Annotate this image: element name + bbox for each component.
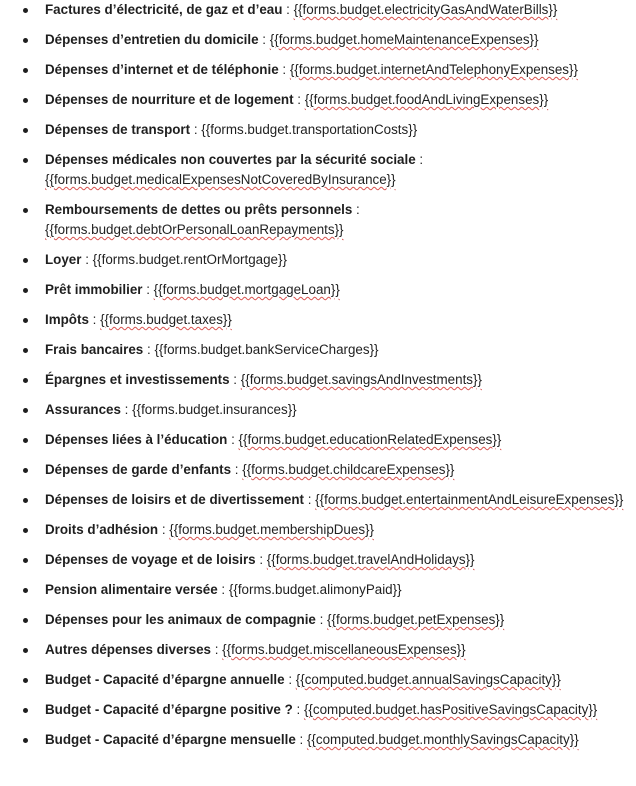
list-item [0, 90, 636, 110]
variable-open-braces: {{ [154, 342, 164, 357]
list-item [0, 640, 636, 660]
list-item [0, 460, 636, 480]
label-separator: : [293, 92, 305, 107]
variable-open-braces: {{ [228, 582, 238, 597]
bullet-icon [23, 128, 28, 133]
template-variable [270, 32, 539, 47]
template-variable [242, 462, 454, 477]
bullet-icon [23, 158, 28, 163]
variable-open-braces: {{ [303, 702, 313, 717]
template-variable [239, 432, 502, 447]
variable-name: forms.budget.taxes [109, 312, 223, 327]
variable-name: forms.budget.childcareExpenses [251, 462, 446, 477]
bullet-icon [23, 468, 28, 473]
field-label: Dépenses de nourriture et de logement [45, 92, 294, 107]
label-separator: : [292, 702, 304, 717]
variable-name: forms.budget.transportationCosts [210, 122, 409, 137]
variable-close-braces: }} [492, 432, 502, 447]
variable-close-braces: }} [365, 522, 374, 537]
variable-name: forms.budget.debtOrPersonalLoanRepayments [53, 222, 335, 237]
label-separator: : [142, 282, 154, 297]
variable-close-braces: }} [287, 402, 297, 417]
variable-close-braces: }} [539, 92, 549, 107]
variable-name: computed.budget.hasPositiveSavingsCapacity [312, 702, 589, 717]
label-separator: : [278, 62, 290, 77]
list-item [0, 280, 636, 300]
list-item [0, 610, 636, 630]
list-item [0, 370, 636, 390]
variable-name: forms.budget.membershipDues [178, 522, 366, 537]
field-label: Dépenses liées à l’éducation [45, 432, 228, 447]
variable-open-braces: {{ [169, 522, 179, 537]
variable-open-braces: {{ [289, 62, 299, 77]
label-separator: : [217, 582, 229, 597]
variable-close-braces: }} [369, 342, 379, 357]
variable-close-braces: }} [334, 222, 344, 237]
variable-open-braces: {{ [304, 92, 314, 107]
label-separator: : [304, 492, 316, 507]
field-label: Factures d’électricité, de gaz et d’eau [45, 2, 283, 17]
label-separator: : [255, 552, 267, 567]
list-item [0, 340, 636, 360]
variable-name: computed.budget.annualSavingsCapacity [304, 672, 552, 687]
label-separator: : [315, 612, 328, 627]
variable-close-braces: }} [529, 32, 539, 47]
label-separator: : [415, 152, 424, 167]
variable-name: forms.budget.alimonyPaid [237, 582, 393, 597]
label-separator: : [295, 732, 307, 747]
bullet-icon [23, 408, 28, 413]
list-item [0, 120, 636, 140]
list-item [0, 550, 636, 570]
bullet-icon [23, 98, 28, 103]
template-variable [93, 252, 287, 267]
field-label: Pension alimentaire versée [45, 582, 218, 597]
label-separator: : [81, 252, 93, 267]
field-label: Remboursements de dettes ou prêts personnels [45, 202, 353, 217]
variable-name: forms.budget.savingsAndInvestments [249, 372, 473, 387]
list-item [0, 200, 636, 240]
template-variable [132, 402, 297, 417]
field-label: Dépenses de loisirs et de divertissement [45, 492, 304, 507]
field-label: Budget - Capacité d’épargne mensuelle [45, 732, 296, 747]
variable-close-braces: }} [473, 372, 482, 387]
variable-name: forms.budget.miscellaneousExpenses [231, 642, 457, 657]
list-item [0, 60, 636, 80]
template-variable [229, 582, 402, 597]
variable-close-braces: }} [551, 672, 561, 687]
variable-name: forms.budget.educationRelatedExpenses [247, 432, 493, 447]
variable-open-braces: {{ [100, 312, 110, 327]
variable-name: forms.budget.mortgageLoan [162, 282, 331, 297]
bullet-icon [23, 8, 28, 13]
label-separator: : [143, 342, 155, 357]
variable-close-braces: }} [569, 62, 578, 77]
label-separator: : [229, 372, 241, 387]
variable-open-braces: {{ [153, 282, 163, 297]
variable-open-braces: {{ [92, 252, 102, 267]
label-separator: : [352, 202, 360, 217]
list-item [0, 30, 636, 50]
template-variable [315, 492, 623, 507]
variable-close-braces: }} [465, 552, 475, 567]
variable-close-braces: }} [614, 492, 624, 507]
bullet-icon [23, 738, 28, 743]
variable-close-braces: }} [569, 732, 579, 747]
list-item [0, 490, 636, 510]
bullet-icon [23, 318, 28, 323]
label-separator: : [158, 522, 170, 537]
label-separator: : [120, 402, 133, 417]
variable-name: forms.budget.internetAndTelephonyExpenses [298, 62, 569, 77]
variable-close-braces: }} [386, 172, 396, 187]
field-label: Épargnes et investissements [45, 372, 230, 387]
bullet-icon [23, 288, 28, 293]
variable-name: forms.budget.bankServiceCharges [163, 342, 370, 357]
field-label: Droits d’adhésion [45, 522, 159, 537]
template-variable [222, 642, 465, 657]
label-separator: : [227, 432, 239, 447]
bullet-icon [23, 498, 28, 503]
template-variable [327, 612, 504, 627]
variable-open-braces: {{ [201, 122, 211, 137]
variable-name: computed.budget.monthlySavingsCapacity [315, 732, 570, 747]
bullet-icon [23, 528, 28, 533]
variable-close-braces: }} [445, 462, 455, 477]
bullet-icon [23, 708, 28, 713]
bullet-icon [23, 678, 28, 683]
template-variable [267, 552, 475, 567]
variable-name: forms.budget.homeMaintenanceExpenses [278, 32, 530, 47]
template-variable [154, 342, 378, 357]
list-item [0, 310, 636, 330]
field-label: Budget - Capacité d’épargne annuelle [45, 672, 285, 687]
field-label: Loyer [45, 252, 82, 267]
variable-close-braces: }} [495, 612, 505, 627]
template-variable [294, 2, 558, 17]
variable-open-braces: {{ [306, 732, 316, 747]
variable-name: forms.budget.insurances [141, 402, 288, 417]
variable-name: forms.budget.entertainmentAndLeisureExpenses [324, 492, 615, 507]
bullet-icon [23, 558, 28, 563]
label-separator: : [284, 672, 296, 687]
list-item [0, 700, 636, 720]
variable-close-braces: }} [408, 122, 418, 137]
field-label: Assurances [45, 402, 121, 417]
template-variable [305, 92, 548, 107]
template-variable [201, 122, 417, 137]
label-separator: : [88, 312, 101, 327]
list-item [0, 580, 636, 600]
bullet-icon [23, 618, 28, 623]
bullet-icon [23, 38, 28, 43]
bullet-icon [23, 588, 28, 593]
variable-name: forms.budget.petExpenses [336, 612, 496, 627]
list-item [0, 670, 636, 690]
label-separator: : [231, 462, 243, 477]
template-variable [169, 522, 374, 537]
list-item [0, 520, 636, 540]
template-variable [296, 672, 561, 687]
list-item [0, 430, 636, 450]
variable-open-braces: {{ [45, 172, 54, 187]
field-label: Dépenses de garde d’enfants [45, 462, 232, 477]
bullet-icon [23, 208, 28, 213]
field-label: Dépenses de voyage et de loisirs [45, 552, 256, 567]
variable-name: forms.budget.electricityGasAndWaterBills [302, 2, 549, 17]
bullet-icon [23, 68, 28, 73]
list-item [0, 730, 636, 750]
variable-close-braces: }} [330, 282, 340, 297]
variable-name: forms.budget.medicalExpensesNotCoveredByInsurance [53, 172, 387, 187]
label-separator: : [282, 2, 294, 17]
variable-name: forms.budget.rentOrMortgage [101, 252, 278, 267]
variable-name: forms.budget.travelAndHolidays [275, 552, 466, 567]
template-variable [290, 62, 578, 77]
template-variable [100, 312, 232, 327]
variable-close-braces: }} [588, 702, 598, 717]
variable-open-braces: {{ [242, 462, 252, 477]
variable-close-braces: }} [548, 2, 558, 17]
field-label: Budget - Capacité d’épargne positive ? [45, 702, 293, 717]
variable-close-braces: }} [278, 252, 287, 267]
bullet-icon [23, 648, 28, 653]
label-separator: : [190, 122, 202, 137]
field-label: Impôts [45, 312, 89, 327]
variable-open-braces: {{ [269, 32, 279, 47]
variable-open-braces: {{ [45, 222, 54, 237]
variable-open-braces: {{ [327, 612, 336, 627]
bullet-icon [23, 378, 28, 383]
field-label: Dépenses d’internet et de téléphonie [45, 62, 279, 77]
variable-open-braces: {{ [222, 642, 232, 657]
field-label: Autres dépenses diverses [45, 642, 211, 657]
field-label: Dépenses pour les animaux de compagnie [45, 612, 316, 627]
variable-open-braces: {{ [315, 492, 325, 507]
field-label: Frais bancaires [45, 342, 144, 357]
bullet-icon [23, 348, 28, 353]
variable-open-braces: {{ [240, 372, 250, 387]
list-item [0, 150, 636, 190]
bullet-icon [23, 438, 28, 443]
template-variable [241, 372, 482, 387]
list-item [0, 250, 636, 270]
variable-close-braces: }} [456, 642, 466, 657]
variable-close-braces: }} [222, 312, 232, 327]
template-variable [307, 732, 579, 747]
field-label: Dépenses médicales non couvertes par la sécurité sociale [45, 152, 416, 167]
variable-open-braces: {{ [295, 672, 305, 687]
variable-close-braces: }} [392, 582, 402, 597]
label-separator: : [210, 642, 223, 657]
field-label: Prêt immobilier [45, 282, 143, 297]
list-item [0, 0, 636, 20]
label-separator: : [258, 32, 270, 47]
variable-open-braces: {{ [293, 2, 303, 17]
template-variable [45, 172, 396, 187]
variable-name: forms.budget.foodAndLivingExpenses [313, 92, 540, 107]
variable-open-braces: {{ [266, 552, 276, 567]
field-label: Dépenses d’entretien du domicile [45, 32, 259, 47]
field-label: Dépenses de transport [45, 122, 191, 137]
bullet-icon [23, 258, 28, 263]
variable-open-braces: {{ [132, 402, 142, 417]
template-variable [45, 222, 344, 237]
variable-open-braces: {{ [238, 432, 248, 447]
template-variable [304, 702, 597, 717]
template-variable [154, 282, 340, 297]
list-item [0, 400, 636, 420]
